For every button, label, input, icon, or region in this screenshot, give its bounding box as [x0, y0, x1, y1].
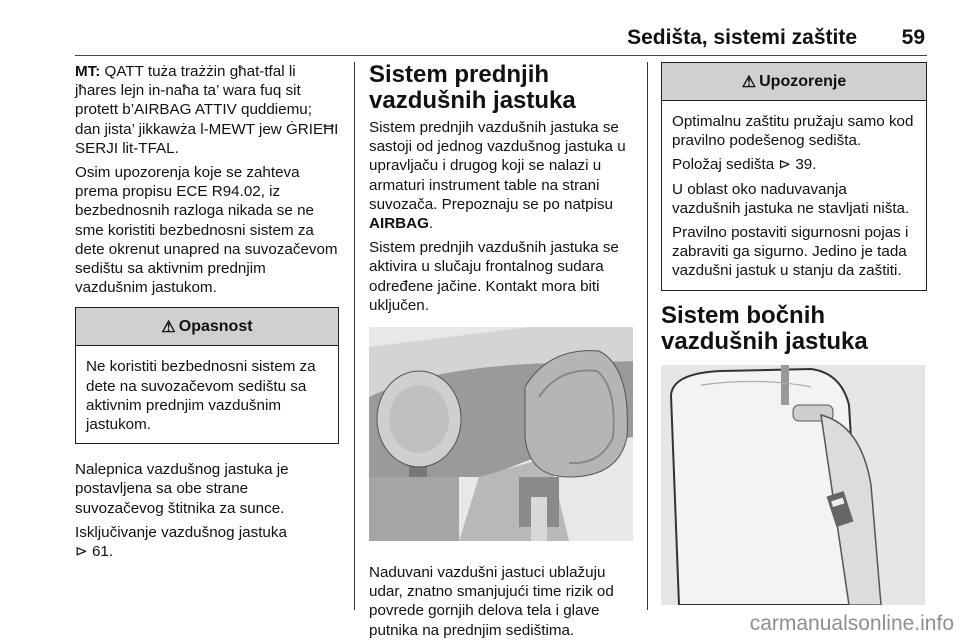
column-left	[75, 62, 339, 566]
deactivation-ref: ⊳ 61.	[75, 543, 114, 561]
mt-body: QATT tuża trażżin għat-tfal li jħares lejn in-naħa ta’ wara fuq sit protett b’AIRBAG ATTIV quddiemu; dan jista’ jikkawża l-MEWT jew ĠRIEĦI SERJI lit-TFAL.	[75, 63, 339, 157]
column-divider-1	[354, 62, 355, 610]
side-airbag-illustration	[661, 365, 925, 605]
front-airbag-heading: Sistem prednjih vazdušnih jastuka	[369, 61, 576, 114]
warning-title: Upozorenje	[759, 72, 847, 90]
ece-paragraph: Osim upozorenja koje se zahteva prema propisu ECE R94.02, iz bezbednosnih razloga nikada se ne sme koristiti bezbednosni sistem za dete okrenut unapred na suvozačevom sedištu sa aktivnim prednjim vazdušnim jastukom.	[75, 164, 338, 297]
warning-box-body	[662, 101, 926, 290]
mt-label: MT:	[75, 63, 101, 80]
airbag-label: AIRBAG	[369, 215, 429, 233]
header-rule	[75, 55, 927, 56]
page-number: 59	[901, 26, 925, 49]
warning-text-1: Optimalnu zaštitu pružaju samo kod pravilno podešenog sedišta.	[672, 113, 914, 150]
danger-box	[75, 307, 339, 444]
deactivation-label: Isključivanje vazdušnog jastuka	[75, 523, 287, 541]
column-middle	[369, 62, 635, 642]
sticker-paragraph: Nalepnica vazdušnog jastuka je postavljena sa obe strane suvozačevog štitnika za sunce.	[75, 461, 289, 517]
column-divider-2	[647, 62, 648, 610]
watermark: carmanualsonline.info	[749, 612, 954, 635]
warning-text-3: U oblast oko naduvavanja vazdušnih jastuka ne stavljati ništa.	[672, 180, 910, 217]
warning-text-4: Pravilno postaviti sigurnosni pojas i zabraviti ga sigurno. Jedino je tada vazdušni jastuk u stanju da zaštiti.	[672, 224, 909, 280]
danger-text: Ne koristiti bezbednosni sistem za dete na suvozačevom sedištu sa aktivnim prednjim vazdušnim jastukom.	[86, 358, 316, 434]
deployed-airbags-image	[369, 327, 633, 541]
warning-text-2: Položaj sedišta ⊳ 39.	[672, 156, 817, 174]
seat-airbag-label-image	[661, 365, 925, 605]
danger-box-body	[76, 346, 338, 443]
danger-box-header	[76, 308, 338, 346]
front-airbag-paragraph-3: Naduvani vazdušni jastuci ublažuju udar, znatno smanjujući time rizik od povrede gornjih delova tela i glave putnika na prednjim sedištima.	[369, 564, 614, 639]
front-airbag-paragraph-2: Sistem prednjih vazdušnih jastuka se aktivira u slučaju frontalnog sudara određene jačine. Kontakt mora biti uključen.	[369, 239, 619, 314]
mt-warning-text	[75, 62, 339, 158]
side-airbag-heading: Sistem bočnih vazdušnih jastuka	[661, 301, 868, 355]
airbag-label-end: .	[428, 215, 434, 233]
column-right	[661, 62, 927, 605]
front-airbag-text: Sistem prednjih vazdušnih jastuka se sastoji od jednog vazdušnog jastuka u upravljaču i drugog koji se nalazi u armaturi instrument table na strani suvozača. Prepoznaju se po natpisu	[369, 119, 626, 213]
warning-box	[661, 62, 927, 291]
warning-triangle-icon: ⚠	[741, 73, 757, 91]
front-airbag-paragraph-1	[369, 118, 635, 233]
front-airbag-illustration	[369, 327, 633, 541]
section-title: Sedišta, sistemi zaštite	[627, 26, 857, 49]
page-header	[75, 14, 927, 54]
warning-triangle-icon: ⚠	[161, 318, 176, 336]
warning-box-header	[662, 63, 926, 101]
danger-title: Opasnost	[178, 317, 253, 335]
